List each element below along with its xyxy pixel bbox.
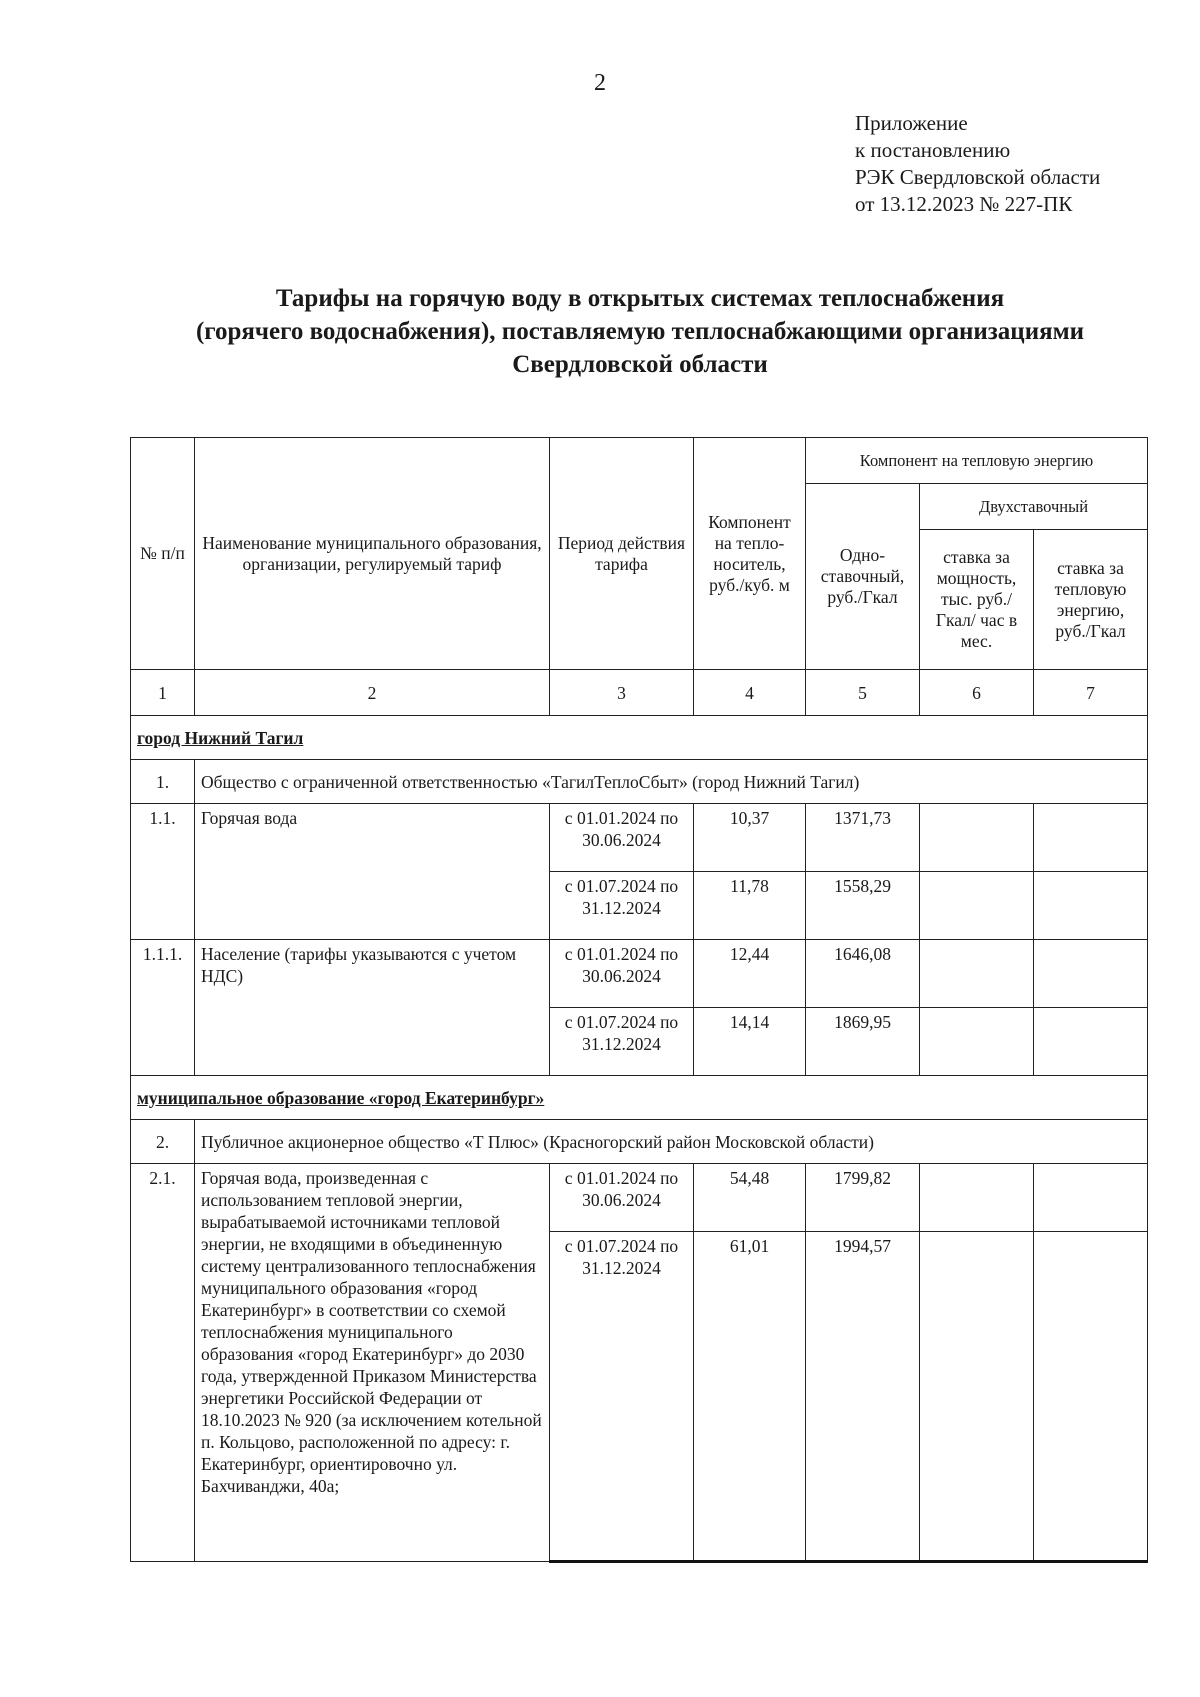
one-rate-value: 1558,29 — [806, 872, 920, 940]
row-number: 2. — [131, 1120, 195, 1164]
power-rate-value — [920, 1008, 1034, 1076]
carrier-value: 14,14 — [694, 1008, 806, 1076]
power-rate-value — [920, 872, 1034, 940]
one-rate-value: 1869,95 — [806, 1008, 920, 1076]
power-rate-value — [920, 1232, 1034, 1562]
col-number: 7 — [1034, 670, 1148, 716]
row-number: 1.1. — [131, 804, 195, 940]
period-cell: с 01.01.2024 по 30.06.2024 — [550, 940, 694, 1008]
one-rate-value: 1646,08 — [806, 940, 920, 1008]
appendix-line: к постановлению — [855, 138, 1011, 162]
organization-name: Общество с ограниченной ответственностью «ТагилТеплоСбыт» (город Нижний Тагил) — [195, 760, 1148, 804]
carrier-value: 10,37 — [694, 804, 806, 872]
appendix-block — [855, 110, 1100, 218]
period-cell: с 01.01.2024 по 30.06.2024 — [550, 1164, 694, 1232]
organization-name: Публичное акционерное общество «Т Плюс» (Красногорский район Московской области) — [195, 1120, 1148, 1164]
header-energy-rate: ставка за тепловую энергию, руб./Гкал — [1034, 530, 1148, 670]
power-rate-value — [920, 1164, 1034, 1232]
title-line: Свердловской области — [512, 351, 768, 378]
col-number: 3 — [550, 670, 694, 716]
carrier-value: 54,48 — [694, 1164, 806, 1232]
tariff-name: Горячая вода — [195, 804, 550, 940]
one-rate-value: 1371,73 — [806, 804, 920, 872]
energy-rate-value — [1034, 1232, 1148, 1562]
col-number: 6 — [920, 670, 1034, 716]
appendix-line: от 13.12.2023 № 227-ПК — [855, 192, 1073, 216]
period-cell: с 01.07.2024 по 31.12.2024 — [550, 1232, 694, 1562]
period-cell: с 01.07.2024 по 31.12.2024 — [550, 872, 694, 940]
tariff-name: Горячая вода, произведенная с использованием тепловой энергии, вырабатываемой источниками тепловой энергии, не входящими в объединенную систему централизованного теплоснабжения муниципального образования «город Екатеринбург» в соответствии со схемой теплоснабжения муниципального образования «город Екатеринбург» до 2030 года, утвержденной Приказом Министерства энергетики Российской Федерации от 18.10.2023 № 920 (за исключением котельной п. Кольцово, расположенной по адресу: г. Екатеринбург, ориентировочно ул. Бахчиванджи, 40а; — [195, 1164, 550, 1562]
col-number: 1 — [131, 670, 195, 716]
carrier-value: 61,01 — [694, 1232, 806, 1562]
power-rate-value — [920, 804, 1034, 872]
one-rate-value: 1994,57 — [806, 1232, 920, 1562]
title-line: (горячего водоснабжения), поставляемую теплоснабжающими организациями — [195, 318, 1085, 345]
energy-rate-value — [1034, 804, 1148, 872]
title-line: Тарифы на горячую воду в открытых системах теплоснабжения — [275, 285, 1005, 312]
period-cell: с 01.07.2024 по 31.12.2024 — [550, 1008, 694, 1076]
energy-rate-value — [1034, 940, 1148, 1008]
header-period: Период действия тарифа — [550, 438, 694, 670]
row-number: 1.1.1. — [131, 940, 195, 1076]
header-num: № п/п — [131, 438, 195, 670]
appendix-line: Приложение — [855, 111, 968, 135]
region-heading: муниципальное образование «город Екатеринбург» — [131, 1076, 1148, 1120]
col-number: 2 — [195, 670, 550, 716]
one-rate-value: 1799,82 — [806, 1164, 920, 1232]
power-rate-value — [920, 940, 1034, 1008]
energy-rate-value — [1034, 872, 1148, 940]
header-power-rate: ставка за мощность, тыс. руб./Гкал/ час в мес. — [920, 530, 1034, 670]
row-number: 2.1. — [131, 1164, 195, 1562]
header-name: Наименование муниципального образования, организации, регулируемый тариф — [195, 438, 550, 670]
row-number: 1. — [131, 760, 195, 804]
col-number: 5 — [806, 670, 920, 716]
col-number: 4 — [694, 670, 806, 716]
appendix-line: РЭК Свердловской области — [855, 165, 1101, 189]
page-number: 2 — [594, 70, 606, 96]
header-one-rate: Одно-ставочный, руб./Гкал — [806, 484, 920, 670]
region-heading: город Нижний Тагил — [131, 716, 1148, 760]
header-two-rate: Двухставочный — [920, 484, 1148, 530]
header-carrier: Компонент на тепло-носитель, руб./куб. м — [694, 438, 806, 670]
document-title — [60, 282, 1200, 381]
period-cell: с 01.01.2024 по 30.06.2024 — [550, 804, 694, 872]
energy-rate-value — [1034, 1164, 1148, 1232]
carrier-value: 11,78 — [694, 872, 806, 940]
header-thermal: Компонент на тепловую энергию — [806, 438, 1148, 484]
tariff-name: Население (тарифы указываются с учетом НДС) — [195, 940, 550, 1076]
tariff-table — [130, 437, 1148, 1563]
energy-rate-value — [1034, 1008, 1148, 1076]
carrier-value: 12,44 — [694, 940, 806, 1008]
